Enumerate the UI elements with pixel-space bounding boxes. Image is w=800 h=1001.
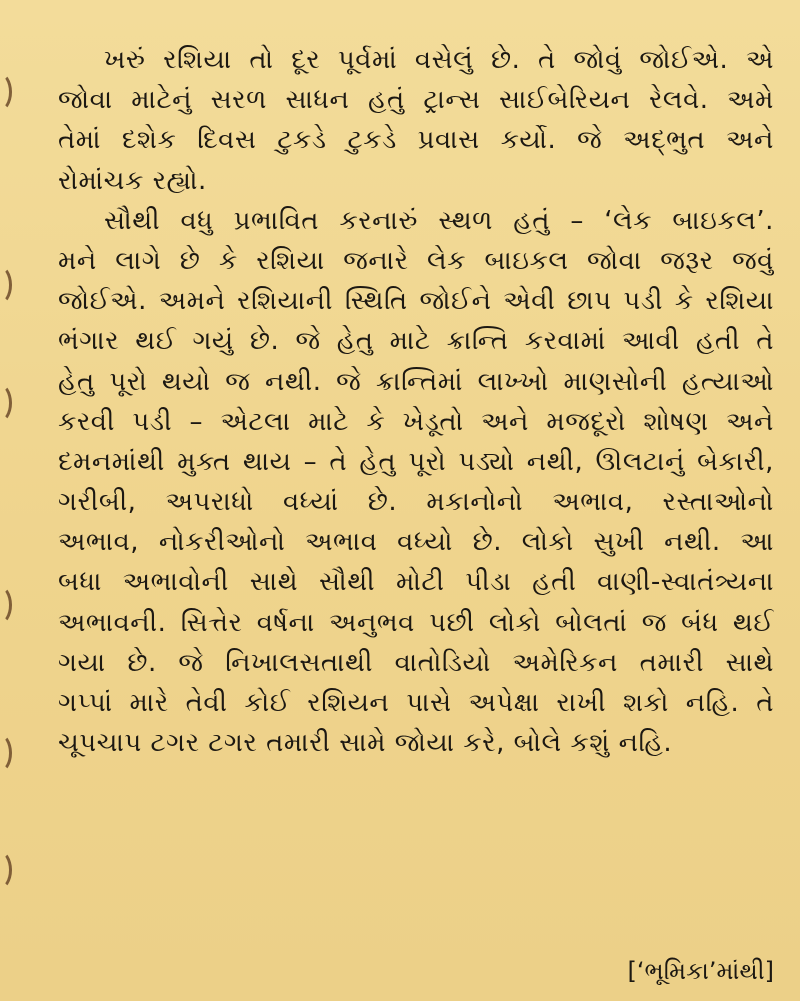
source-credit: [‘ભૂમિકા’માંથી]	[627, 957, 774, 985]
page-binding-mark	[0, 733, 12, 773]
word: ગરીબી,	[58, 487, 137, 518]
word: અને	[481, 406, 529, 437]
word: માટે	[389, 326, 431, 357]
word: –	[303, 446, 318, 477]
word: કે	[674, 286, 694, 317]
text-line	[58, 603, 774, 643]
word: જોવા	[587, 245, 642, 276]
word: પાસે	[406, 688, 452, 718]
page-binding-mark	[0, 850, 12, 890]
word: કરવામાં	[524, 326, 606, 357]
text-line	[58, 281, 774, 321]
word: હતી	[532, 567, 577, 598]
paragraph	[58, 201, 774, 764]
word: જ	[225, 366, 251, 397]
word: જે	[295, 326, 321, 357]
word: તે	[329, 446, 348, 477]
text-line	[58, 482, 774, 522]
word: બેકારી,	[697, 446, 774, 477]
word: જરૂર	[660, 245, 714, 276]
word: રશિયા	[256, 245, 325, 276]
word: અપરાધો	[165, 487, 254, 518]
word: હતી	[695, 326, 741, 357]
page-binding-mark	[0, 585, 12, 625]
word: થયો	[161, 366, 211, 397]
word: મોટી	[395, 567, 445, 598]
word: ખરું	[104, 45, 146, 75]
word: સિત્તેર	[180, 607, 243, 638]
word: સૌથી	[318, 567, 376, 598]
word: હત્યાઓ	[681, 366, 774, 397]
word: છે	[179, 245, 201, 276]
word: મકાનોનો	[426, 487, 524, 518]
word: પ્રવાસ	[417, 125, 480, 156]
word: તે	[756, 688, 774, 718]
word: અને	[726, 125, 774, 156]
word: થઈ	[732, 607, 774, 638]
word: ‘લેક	[604, 205, 653, 236]
word: આવી	[621, 326, 680, 357]
word: કરનારું	[339, 205, 418, 236]
word: વાતોડિયો	[394, 647, 491, 678]
word: લોકો	[521, 527, 574, 558]
word: તમારી	[639, 647, 704, 678]
word: અદ્ભુત	[623, 125, 706, 156]
word: થઈ	[135, 326, 177, 357]
line-text: રોમાંચક રહ્યો.	[58, 165, 207, 196]
word: તેમાં	[58, 125, 101, 156]
word: અભાવોની	[122, 567, 229, 598]
word: બંધ	[681, 607, 719, 638]
word: તે	[756, 326, 774, 357]
word: હતું	[367, 85, 405, 116]
word: અમે	[727, 85, 774, 116]
word: જોઈએ.	[639, 45, 729, 75]
word: સાથે	[249, 567, 299, 598]
word: જ	[641, 607, 667, 638]
word: રશિયન	[307, 688, 390, 718]
word: જોવું	[573, 45, 622, 75]
word: રશિયા	[705, 286, 774, 317]
word: નિખાલસતાથી	[225, 647, 373, 678]
word: કે	[366, 406, 386, 437]
word: પૂરો	[408, 446, 447, 477]
text-line	[58, 161, 774, 201]
word: કર્યો.	[500, 125, 557, 156]
word: માણસોની	[563, 366, 668, 397]
word: ટુકડે	[347, 125, 397, 156]
word: રેલવે.	[648, 85, 709, 116]
word: દશેક	[121, 125, 177, 156]
page-binding-mark	[0, 265, 12, 305]
word: નોકરીઓનો	[158, 527, 286, 558]
word: અને	[726, 406, 774, 437]
word: દમનમાંથી	[58, 446, 165, 477]
word: રાખી	[556, 688, 607, 718]
word: પડી	[132, 406, 173, 437]
word: છે.	[367, 487, 398, 518]
word: જનારે	[343, 245, 409, 276]
word: પીડા	[465, 567, 512, 598]
word: તો	[249, 45, 274, 75]
word: લાખ્ખો	[477, 366, 549, 397]
word: રસ્તાઓનો	[662, 487, 774, 518]
word: જોવા	[58, 85, 113, 116]
word: અમેરિકન	[512, 647, 618, 678]
word: પછી	[429, 607, 475, 638]
word: સ્થળ	[438, 205, 493, 236]
word: નથી.	[664, 527, 721, 558]
word: સરળ	[210, 85, 267, 116]
word: હતું	[513, 205, 551, 236]
word: આ	[740, 527, 774, 558]
word: જોઈને	[419, 286, 492, 317]
word: –	[189, 406, 203, 437]
word: હેતુ	[359, 446, 397, 477]
word: કરવી	[58, 406, 115, 437]
word: ઊલટાનું	[595, 446, 685, 477]
word: અભાવની.	[58, 607, 167, 638]
word: તેવી	[185, 688, 228, 718]
word: મજદૂરો	[546, 406, 626, 437]
word: નહિ.	[685, 688, 740, 718]
word: દૂર	[291, 45, 321, 75]
word: છે.	[249, 326, 280, 357]
word: મારે	[129, 688, 169, 718]
word: બોલતાં	[555, 607, 628, 638]
word: કોઈ	[244, 688, 291, 718]
word: પડી	[623, 286, 663, 317]
word: વધ્યાં	[282, 487, 339, 518]
word: બાઇકલ’.	[672, 205, 774, 236]
word: જે	[336, 366, 362, 397]
word: એવી	[503, 286, 556, 317]
word: લેક	[427, 245, 467, 276]
text-line	[58, 643, 774, 683]
text-line	[58, 40, 774, 80]
word: પૂર્વમાં	[337, 45, 398, 75]
word: જે	[178, 647, 204, 678]
word: સાઈબેરિયન	[499, 85, 631, 116]
word: ગયું	[192, 326, 234, 357]
word: ભંગાર	[58, 326, 120, 357]
text-line	[58, 683, 774, 723]
page-binding-mark	[0, 72, 12, 112]
text-line	[58, 80, 774, 120]
text-line	[58, 241, 774, 281]
word: પૂરો	[109, 366, 148, 397]
word: –	[570, 205, 584, 236]
word: જવું	[732, 245, 774, 276]
word: અભાવ,	[58, 527, 140, 558]
article-body	[58, 40, 774, 763]
word: ક્રાન્તિમાં	[375, 366, 463, 397]
word: હેતુ	[336, 326, 374, 357]
text-line	[58, 562, 774, 602]
word: મને	[58, 245, 97, 276]
word: અભાવ,	[552, 487, 634, 518]
word: વધુ	[180, 205, 214, 236]
word: સ્થિતિ	[344, 286, 408, 317]
word: લોકો	[488, 607, 541, 638]
page-binding-mark	[0, 383, 12, 423]
word: ક્રાન્તિ	[446, 326, 509, 357]
word: જોઈએ.	[58, 286, 147, 317]
text-line	[58, 723, 774, 763]
word: વધ્યો	[397, 527, 453, 558]
word: માટે	[308, 406, 349, 437]
word: છે.	[490, 45, 521, 75]
word: બાઇકલ	[484, 245, 569, 276]
word: ખેડૂતો	[402, 406, 464, 437]
word: નથી.	[264, 366, 322, 397]
text-line	[58, 120, 774, 160]
word: કે	[218, 245, 238, 276]
word: રશિયાની	[237, 286, 333, 317]
word: અપેક્ષા	[468, 688, 540, 718]
word: રશિયા	[163, 45, 232, 75]
word: પ્રભાવિત	[233, 205, 320, 236]
paragraph	[58, 40, 774, 201]
word: ગયા	[58, 647, 106, 678]
word: અનુભવ	[329, 607, 415, 638]
text-line	[58, 522, 774, 562]
word: અભાવ	[305, 527, 378, 558]
word: દિવસ	[197, 125, 257, 156]
word: વસેલું	[414, 45, 474, 75]
word: વર્ષના	[256, 607, 315, 638]
word: સાધન	[285, 85, 350, 116]
word: એટલા	[220, 406, 291, 437]
word: જે	[577, 125, 603, 156]
word: શોષણ	[643, 406, 709, 437]
word: શકો	[622, 688, 669, 718]
word: મુક્ત	[177, 446, 231, 477]
word: સૌથી	[104, 205, 161, 236]
word: હેતુ	[58, 366, 95, 397]
text-line	[58, 442, 774, 482]
word: છે.	[472, 527, 503, 558]
word: ટુકડે	[277, 125, 327, 156]
text-line	[58, 362, 774, 402]
line-text: ચૂપચાપ ટગર ટગર તમારી સામે જોયા કરે, બોલે કશું નહિ.	[58, 728, 673, 759]
word: સાથે	[725, 647, 774, 678]
word: અમને	[158, 286, 226, 317]
word: છાપ	[567, 286, 612, 317]
word: લાગે	[115, 245, 162, 276]
word: પડ્યો	[458, 446, 515, 477]
word: નથી,	[526, 446, 584, 477]
word: સુખી	[593, 527, 645, 558]
text-line	[58, 201, 774, 241]
word: તે	[538, 45, 556, 75]
word: છે.	[127, 647, 157, 678]
word: વાણી-સ્વાતંત્ર્યના	[597, 567, 774, 598]
word: બધા	[58, 567, 102, 598]
word: એ	[745, 45, 774, 75]
word: થાય	[242, 446, 292, 477]
text-line	[58, 402, 774, 442]
word: ટ્રાન્સ	[423, 85, 481, 116]
word: માટેનું	[131, 85, 192, 116]
text-line	[58, 321, 774, 361]
word: ગપ્પાં	[58, 688, 113, 718]
